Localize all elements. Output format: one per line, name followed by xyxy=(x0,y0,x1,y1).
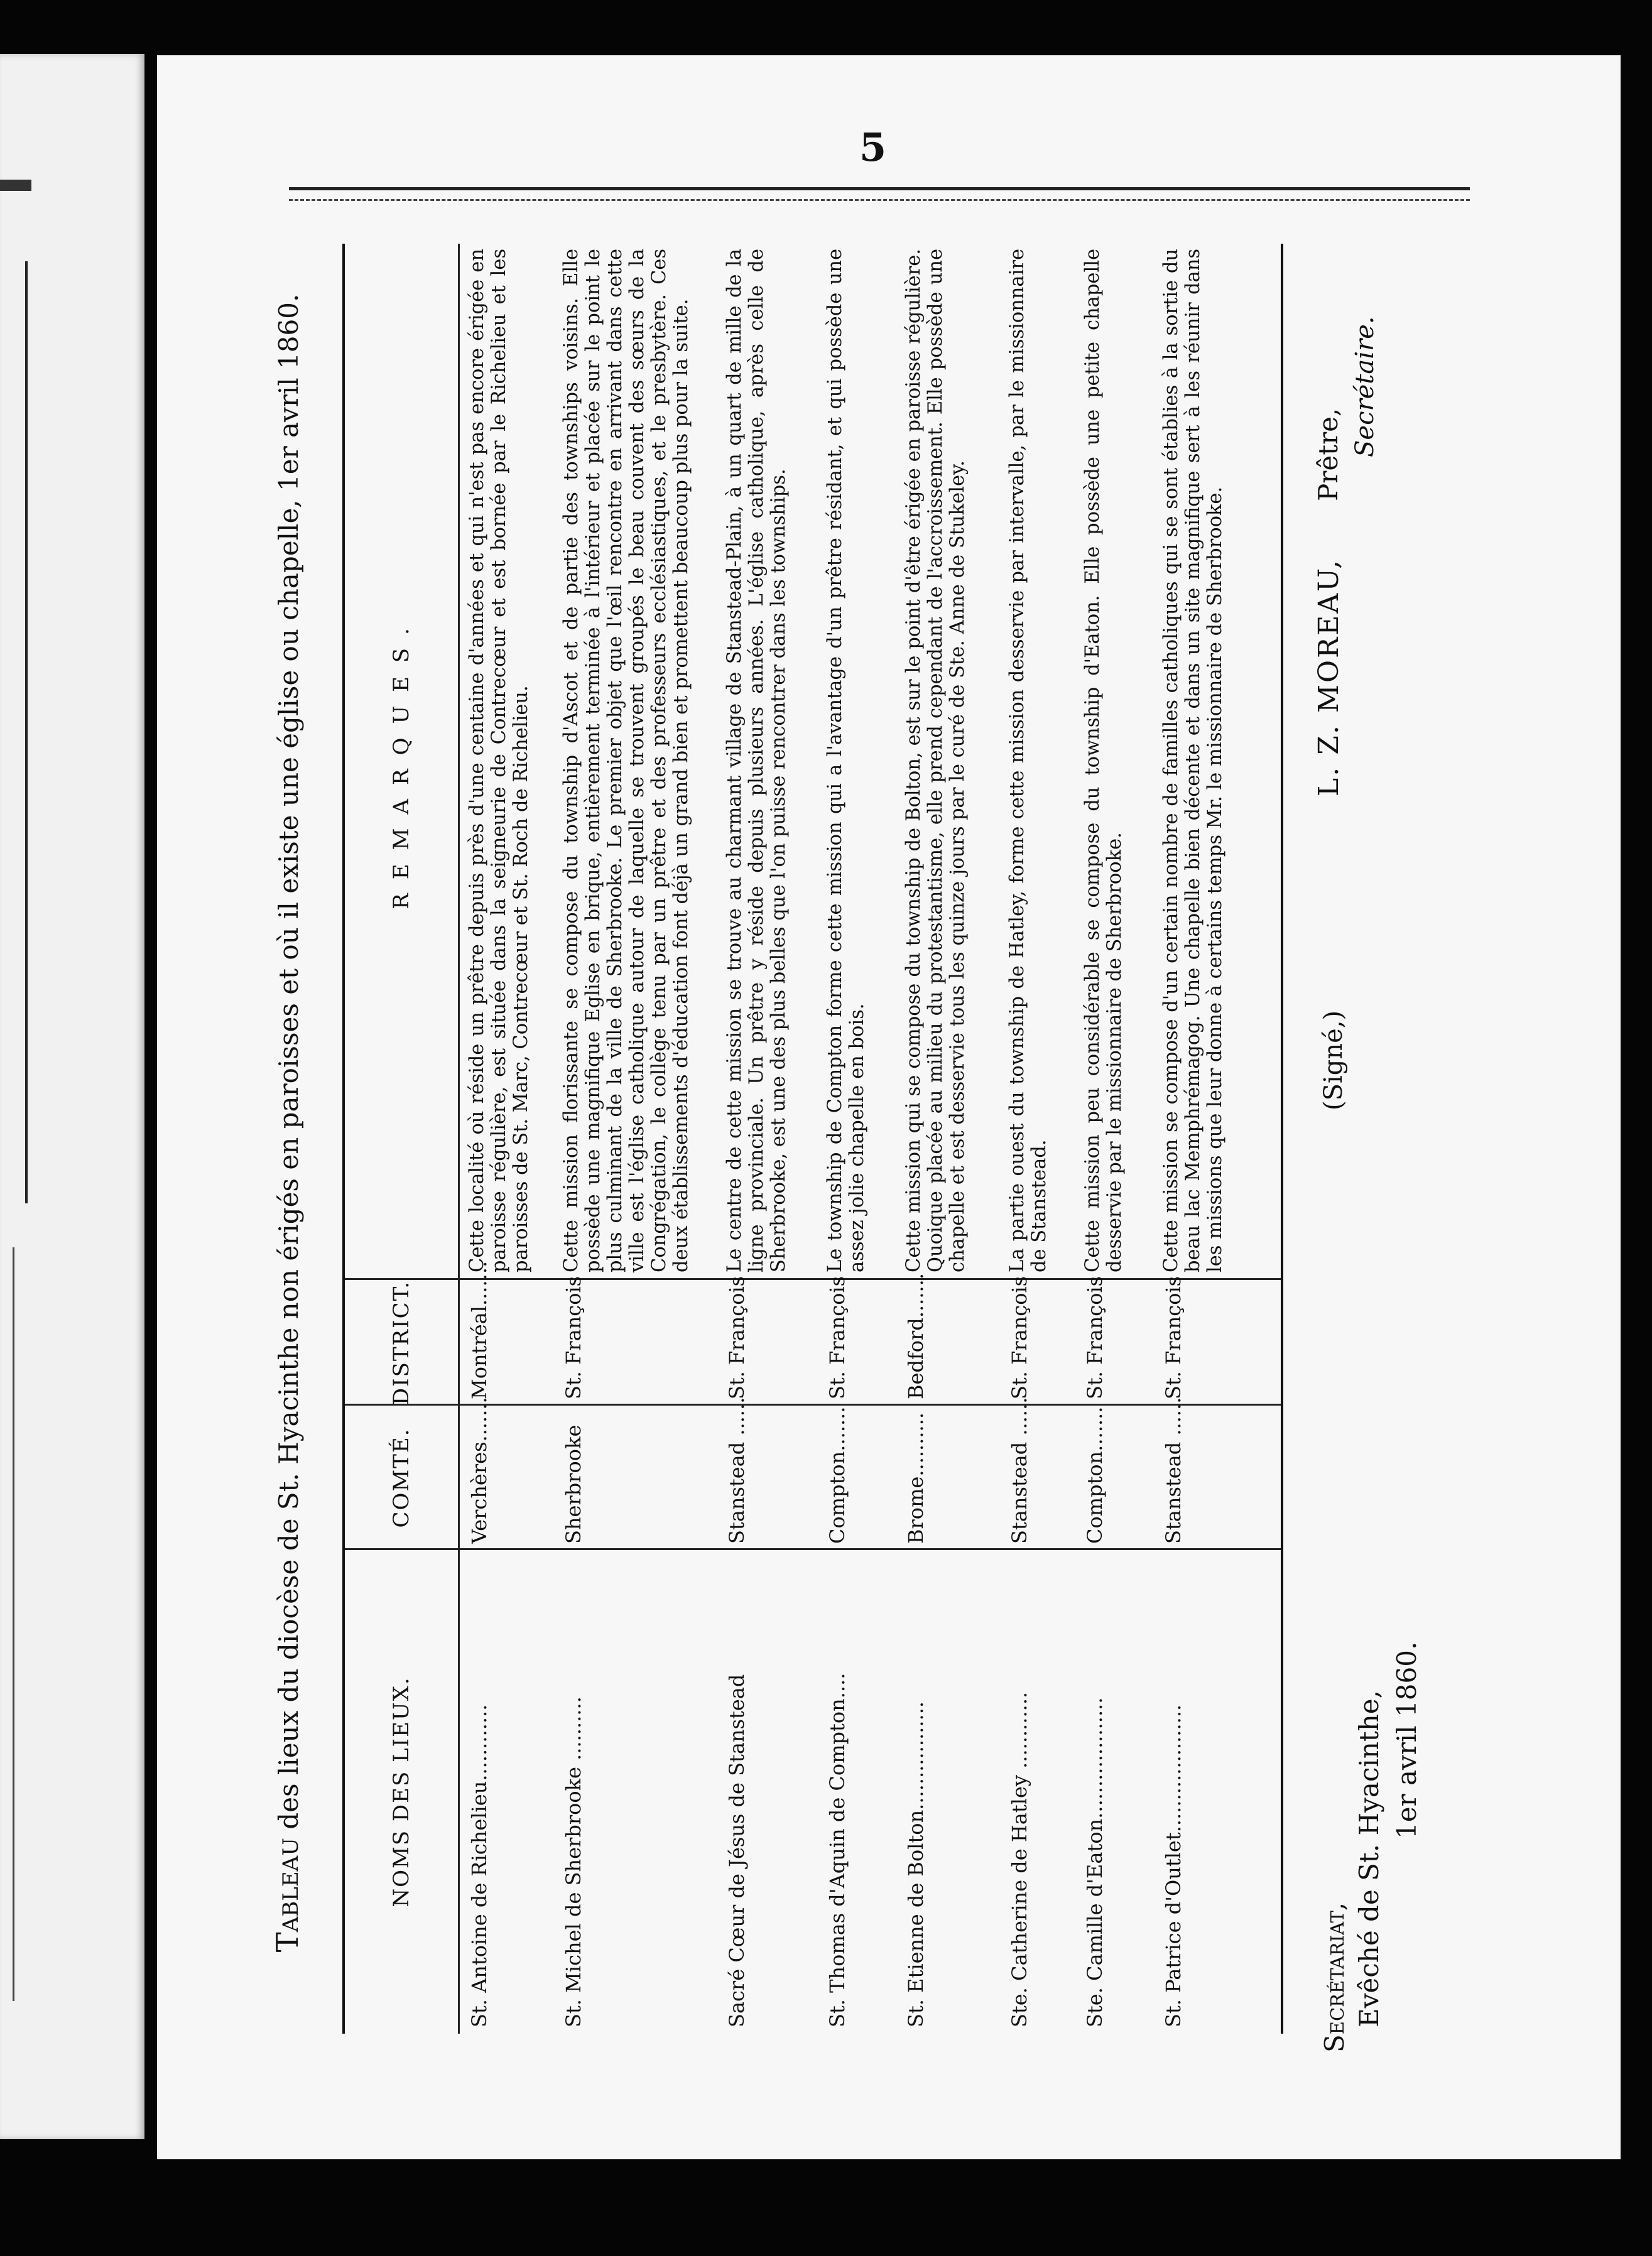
table-row xyxy=(719,244,819,2034)
row-comte: Stanstead ...... xyxy=(1161,1397,1185,1544)
row-comte: Verchères....... xyxy=(467,1397,491,1544)
row-lieu: St. Patrice d'Outlet.................... xyxy=(1161,1704,1185,2027)
row-district: Montréal....... xyxy=(467,1261,491,1399)
row-comte: Compton....... xyxy=(1083,1406,1107,1544)
header-lieux: NOMS DES LIEUX. xyxy=(389,1676,414,1907)
signer-name: L. Z. MOREAU, xyxy=(1313,558,1345,796)
row-comte: Stanstead ...... xyxy=(1008,1397,1031,1544)
column-rule xyxy=(25,261,28,1203)
rotated-content xyxy=(270,181,1526,2065)
table-row xyxy=(555,244,719,2034)
footer-date: 1er avril 1860. xyxy=(1391,1641,1422,1839)
column-rule xyxy=(13,1247,14,2001)
places-table xyxy=(342,244,1283,2034)
row-remarque: Le centre de cette mission se trouve au charmant village de Stanstead-Plain, à un quart de mille de la ligne provinciale. Un prêtre y réside depuis plusieurs années. L'église catholique, après celle de Sherbrooke, est une des plus belles que l'on puisse rencontrer dans les townships. xyxy=(724,249,790,1272)
row-comte: Stanstead ...... xyxy=(725,1397,749,1544)
title-first-word: Tableau xyxy=(270,1838,305,1953)
secretariat-label: Secrétariat, xyxy=(1319,1902,1350,2053)
row-remarque: Cette mission qui se compose du township de Bolton, est sur le point d'être érigée en paroisse régulière. Quoique placée au milieu du protestantisme, elle prend cependant de l'accroissement. Elle possède une chapelle et est desservie tous les quinze jours par le curé de Ste. Anne de Stukeley. xyxy=(903,249,969,1272)
row-district: St. François xyxy=(1083,1276,1107,1399)
row-district: Bedford....... xyxy=(904,1272,928,1399)
row-comte: Sherbrooke xyxy=(562,1424,585,1544)
row-lieu: Ste. Camille d'Eaton................... xyxy=(1083,1697,1107,2027)
header-remarques: REMARQUES. xyxy=(389,614,414,909)
row-district: St. François xyxy=(562,1276,585,1399)
row-remarque: Cette mission se compose d'un certain nombre de familles catholiques qui se sont établies à la sortie du beau lac Memphrémagog. Une chapelle bien décente et dans un site magnifique sert à les réunir dans les missions que leur donne à certains temps Mr. le missionnaire de Sherbrooke. xyxy=(1160,249,1226,1272)
row-remarque: La partie ouest du township de Hatley, forme cette mission desservie par intervalle, par le missionnaire de Stanstead. xyxy=(1006,249,1050,1272)
page-number: 5 xyxy=(859,124,887,170)
table-row xyxy=(461,244,555,2034)
row-comte: Brome.......... xyxy=(904,1412,928,1544)
signer-role: Secrétaire. xyxy=(1350,316,1379,457)
row-remarque: Cette mission peu considérable se compose du township d'Eaton. Elle possède une petite chapelle desservie par le missionnaire de Sherbrooke. xyxy=(1082,249,1126,1272)
title-rest: des lieux du diocèse de St. Hyacinthe non érigés en paroisses et où il existe une église ou chapelle, 1er avril 1860. xyxy=(273,293,304,1830)
row-remarque: Le township de Compton forme cette mission qui a l'avantage d'un prêtre résidant, et qui possède une assez jolie chapelle en bois. xyxy=(824,249,868,1272)
page-title xyxy=(270,181,305,2065)
row-district: St. François xyxy=(1008,1276,1031,1399)
table-row xyxy=(1001,244,1077,2034)
row-remarque: Cette localité où réside un prêtre depuis près d'une centaine d'années et qui n'est pas encore érigée en paroisse régulière, est située dans la seigneurie de Contrecœur et est bornée par le Richelieu et les paroisses de St. Marc, Contrecœur et St. Roch de Richelieu. xyxy=(466,249,532,1272)
row-district: St. François xyxy=(725,1276,749,1399)
signature-block xyxy=(1300,181,1508,2065)
header-comte: COMTÉ. xyxy=(389,1428,414,1528)
ink-mark xyxy=(0,180,31,191)
row-lieu: St. Antoine de Richelieu............ xyxy=(467,1704,491,2027)
row-comte: Compton....... xyxy=(825,1406,849,1544)
row-district: St. François xyxy=(1161,1276,1185,1399)
row-remarque: Cette mission florissante se compose du township d'Ascot et de partie des townships voisins. Elle possède une magnifique Eglise en brique, entièrement terminée à l'intérieur et placée sur le point le plus culminant de la ville de Sherbrooke. Le premier objet que l'œil rencontre en arrivant dans cette ville est l'église catholique autour de laquelle se trouvent groupés le beau couvent des sœurs de la Congrégation, le collège tenu par un prêtre et des professeurs ecclésiastiques, et le presbytère. Ces deux établissements d'éducation font déjà un grand bien et promettent beaucoup plus pour la suite. xyxy=(560,249,692,1272)
table-row xyxy=(898,244,1001,2034)
row-lieu: St. Michel de Sherbrooke .......... xyxy=(562,1696,585,2027)
signe-label: (Signé,) xyxy=(1319,1010,1348,1110)
table-row xyxy=(1077,244,1155,2034)
table-row xyxy=(819,244,898,2034)
row-lieu: St. Thomas d'Aquin de Compton.... xyxy=(825,1673,849,2027)
row-district: St. François xyxy=(825,1276,849,1399)
row-lieu: Ste. Catherine de Hatley ............ xyxy=(1008,1691,1031,2027)
header-district: DISTRICT. xyxy=(389,1280,414,1406)
table-row xyxy=(1155,244,1278,2034)
eveche-label: Evêché de St. Hyacinthe, xyxy=(1354,1690,1384,2027)
document-page xyxy=(157,55,1621,2159)
previous-page-edge xyxy=(0,54,144,2139)
header-divider xyxy=(458,244,460,2034)
signer-title: Prêtre, xyxy=(1313,408,1344,501)
row-lieu: St. Etienne de Bolton................. xyxy=(904,1701,928,2027)
row-lieu: Sacré Cœur de Jésus de Stanstead xyxy=(725,1674,749,2027)
